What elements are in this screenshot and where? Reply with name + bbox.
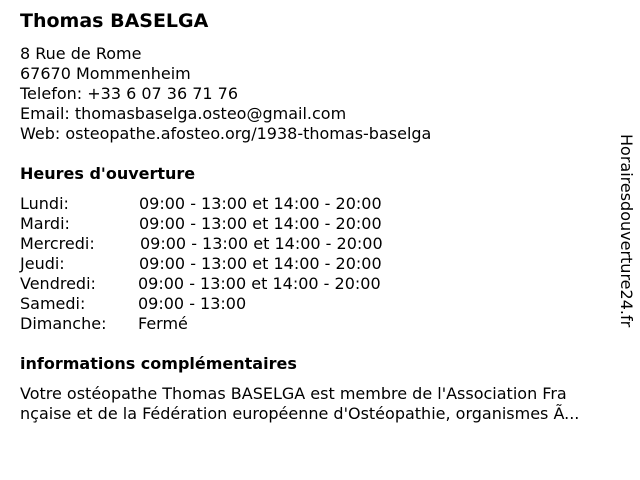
- additional-info-text: [20, 384, 620, 424]
- day-label: Mardi:: [20, 214, 70, 233]
- address-city: 67670 Mommenheim: [20, 64, 191, 83]
- time-range: 09:00 - 13:00: [138, 294, 247, 313]
- time-range: 09:00 - 13:00 et 14:00 - 20:00: [138, 274, 381, 293]
- watermark-text: Horairesdouverture24.fr: [617, 134, 636, 328]
- contact-block: [20, 44, 431, 144]
- day-label: Vendredi:: [20, 274, 96, 293]
- opening-hours-heading: Heures d'ouverture: [20, 164, 196, 183]
- address-street: 8 Rue de Rome: [20, 44, 142, 63]
- day-label: Jeudi:: [20, 254, 65, 273]
- time-range: 09:00 - 13:00 et 14:00 - 20:00: [139, 194, 382, 213]
- info-line-2: nçaise et de la Fédération européenne d'Ostéopathie, organismes Ã...: [20, 404, 580, 423]
- practitioner-card: [20, 0, 612, 480]
- site-watermark: [612, 134, 636, 344]
- day-label: Mercredi:: [20, 234, 95, 253]
- info-line-1: Votre ostéopathe Thomas BASELGA est membre de l'Association Fra: [20, 384, 567, 403]
- day-label: Samedi:: [20, 294, 86, 313]
- time-range: 09:00 - 13:00 et 14:00 - 20:00: [139, 214, 382, 233]
- day-label: Lundi:: [20, 194, 69, 213]
- time-range: 09:00 - 13:00 et 14:00 - 20:00: [140, 234, 383, 253]
- practitioner-name: Thomas BASELGA: [20, 10, 209, 32]
- day-label: Dimanche:: [20, 314, 107, 333]
- time-range: 09:00 - 13:00 et 14:00 - 20:00: [139, 254, 382, 273]
- phone-number[interactable]: Telefon: +33 6 07 36 71 76: [20, 84, 239, 103]
- email-address[interactable]: Email: thomasbaselga.osteo@gmail.com: [20, 104, 347, 123]
- website-link[interactable]: Web: osteopathe.afosteo.org/1938-thomas-baselga: [20, 124, 432, 143]
- additional-info-heading: informations complémentaires: [20, 354, 297, 373]
- time-range: Fermé: [138, 314, 188, 333]
